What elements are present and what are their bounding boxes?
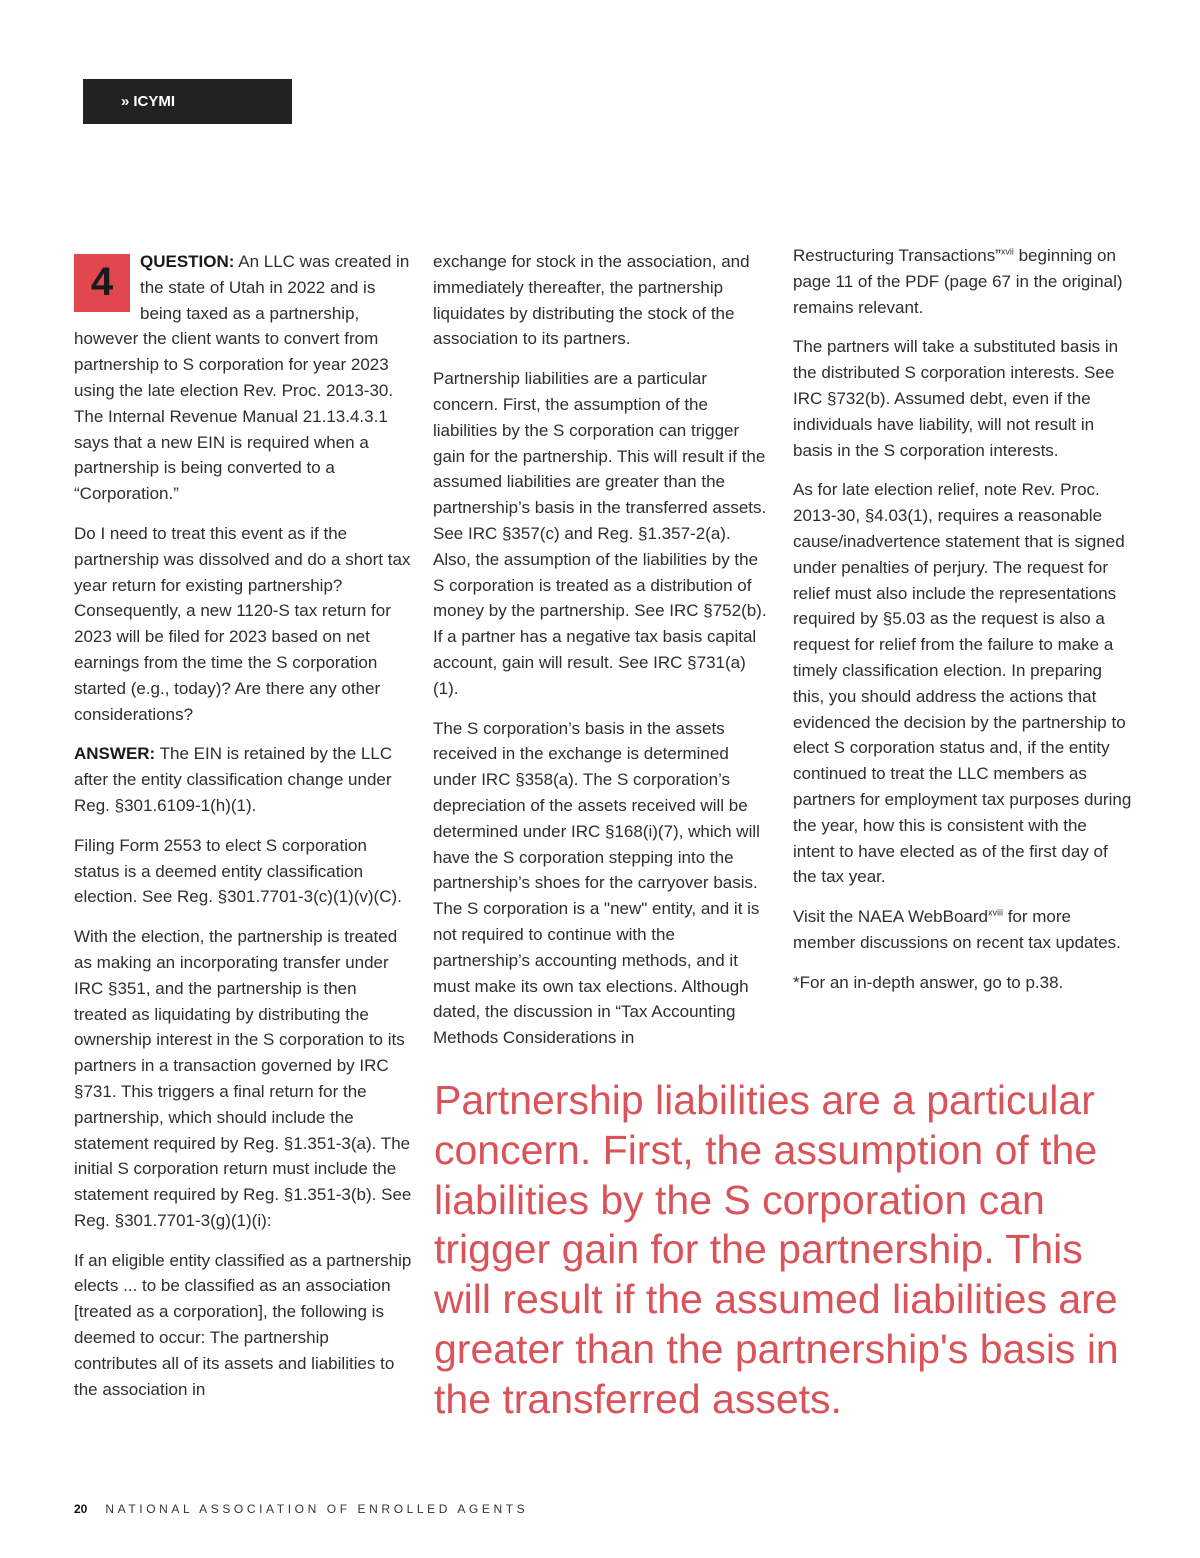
question-label: QUESTION: <box>140 252 235 271</box>
footnote-xvii[interactable]: xvii <box>1000 246 1014 257</box>
footnote-xviii[interactable]: xviii <box>987 907 1003 918</box>
column-3 <box>793 243 1133 1010</box>
answer-paragraph-4: If an eligible entity classified as a partnership elects ... to be classified as an association [treated as a corporation], the following is deemed to occur: The partnership contributes all of its assets and liabilities to the association in <box>74 1250 412 1399</box>
answer-paragraph-5: exchange for stock in the association, and immediately thereafter, the partnership liquidates by distributing the stock of the association to its partners. <box>433 252 750 349</box>
question-number: 4 <box>74 254 130 312</box>
column-2 <box>433 249 771 1065</box>
ref-text: Restructuring Transactions” <box>793 246 1001 265</box>
answer-paragraph-10: As for late election relief, note Rev. Proc. 2013-30, §4.03(1), requires a reasonable cause/inadvertence statement that is signed under penalties of perjury. The request for relief must also include the representations required by §5.03 as the request is also a request for relief from the failure to make a timely classification election. In preparing this, you should address the actions that evidenced the decision by the partnership to elect S corporation status and, if the entity continued to treat the LLC members as partners for employment tax purposes during the year, how this is consistent with the intent to have elected as of the first day of the tax year. <box>793 480 1132 887</box>
answer-paragraph-7: The S corporation’s basis in the assets received in the exchange is determined under IRC §358(a). The S corporation’s depreciation of the assets received will be determined under IRC §168(i)(7), which will have the S corporation stepping into the partnership’s shoes for the carryover basis. The S corporation is a "new" entity, and it is not required to continue with the partnership’s accounting methods, and it must make its own tax elections. Although dated, the discussion in “Tax Accounting Methods Considerations in <box>433 718 760 1048</box>
ref-text-cont: beginning on page 11 of the PDF (page 67 in the original) remains relevant. <box>793 246 1123 317</box>
page-footer <box>74 1502 528 1516</box>
section-label: ICYMI <box>133 93 176 110</box>
answer-paragraph-11 <box>793 904 1133 956</box>
question-paragraph-1 <box>74 249 412 507</box>
answer-paragraph-1 <box>74 741 412 818</box>
answer-paragraph-8 <box>793 243 1133 320</box>
chevron-right-icon: » <box>121 93 130 110</box>
pull-quote: Partnership liabilities are a particular concern. First, the assumption of the liabilities by the S corporation can trigger gain for the partnership. This will result if the assumed liabilities are greater than the partnership's basis in the transferred assets. <box>434 1077 1119 1422</box>
question-text: An LLC was created in the state of Utah in 2022 and is being taxed as a partnership, however the client wants to convert from partnership to S corporation for year 2023 using the late election Rev. Proc. 2013-30. The Internal Revenue Manual 21.13.4.3.1 says that a new EIN is required when a partnership is being converted to a “Corporation.” <box>74 252 410 504</box>
section-badge <box>83 79 292 124</box>
column-1 <box>74 249 412 1416</box>
answer-paragraph-3: With the election, the partnership is treated as making an incorporating transfer under IRC §351, and the partnership is then treated as liquidating by distributing the ownership interest in the S corporation to its partners in a transaction governed by IRC §731. This triggers a final return for the partnership, which should include the statement required by Reg. §1.351-3(a). The initial S corporation return must include the statement required by Reg. §1.351-3(b). See Reg. §301.7701-3(g)(1)(i): <box>74 927 412 1230</box>
answer-text: The EIN is retained by the LLC after the entity classification change under Reg. §301.6109-1(h)(1). <box>74 744 393 815</box>
page-number: 20 <box>74 1502 88 1516</box>
webboard-text-cont: for more member discussions on recent tax updates. <box>793 907 1121 952</box>
webboard-text: Visit the NAEA WebBoard <box>793 907 988 927</box>
question-paragraph-2: Do I need to treat this event as if the partnership was dissolved and do a short tax year return for existing partnership? Consequently, a new 1120-S tax return for 2023 will be filed for 2023 based on net earnings from the time the S corporation started (e.g., today)? Are there any other considerations? <box>74 523 411 724</box>
answer-paragraph-2: Filing Form 2553 to elect S corporation status is a deemed entity classification election. See Reg. §301.7701-3(c)(1)(v)(C). <box>74 835 402 907</box>
answer-paragraph-6: Partnership liabilities are a particular concern. First, the assumption of the liabilities by the S corporation can trigger gain for the partnership. This will result if the assumed liabilities are greater than the partnership’s basis in the transferred assets. See IRC §357(c) and Reg. §1.357-2(a). Also, the assumption of the liabilities by the S corporation is treated as a distribution of money by the partnership. See IRC §752(b). If a partner has a negative tax basis capital account, gain will result. See IRC §731(a)(1). <box>433 369 767 698</box>
answer-label: ANSWER: <box>74 744 156 764</box>
answer-paragraph-12: *For an in-depth answer, go to p.38. <box>793 972 1064 992</box>
answer-paragraph-9: The partners will take a substituted basis in the distributed S corporation interests. See IRC §732(b). Assumed debt, even if the individuals have liability, will not result in basis in the S corporation interests. <box>793 337 1119 460</box>
publication-name: NATIONAL ASSOCIATION OF ENROLLED AGENTS <box>105 1502 529 1516</box>
